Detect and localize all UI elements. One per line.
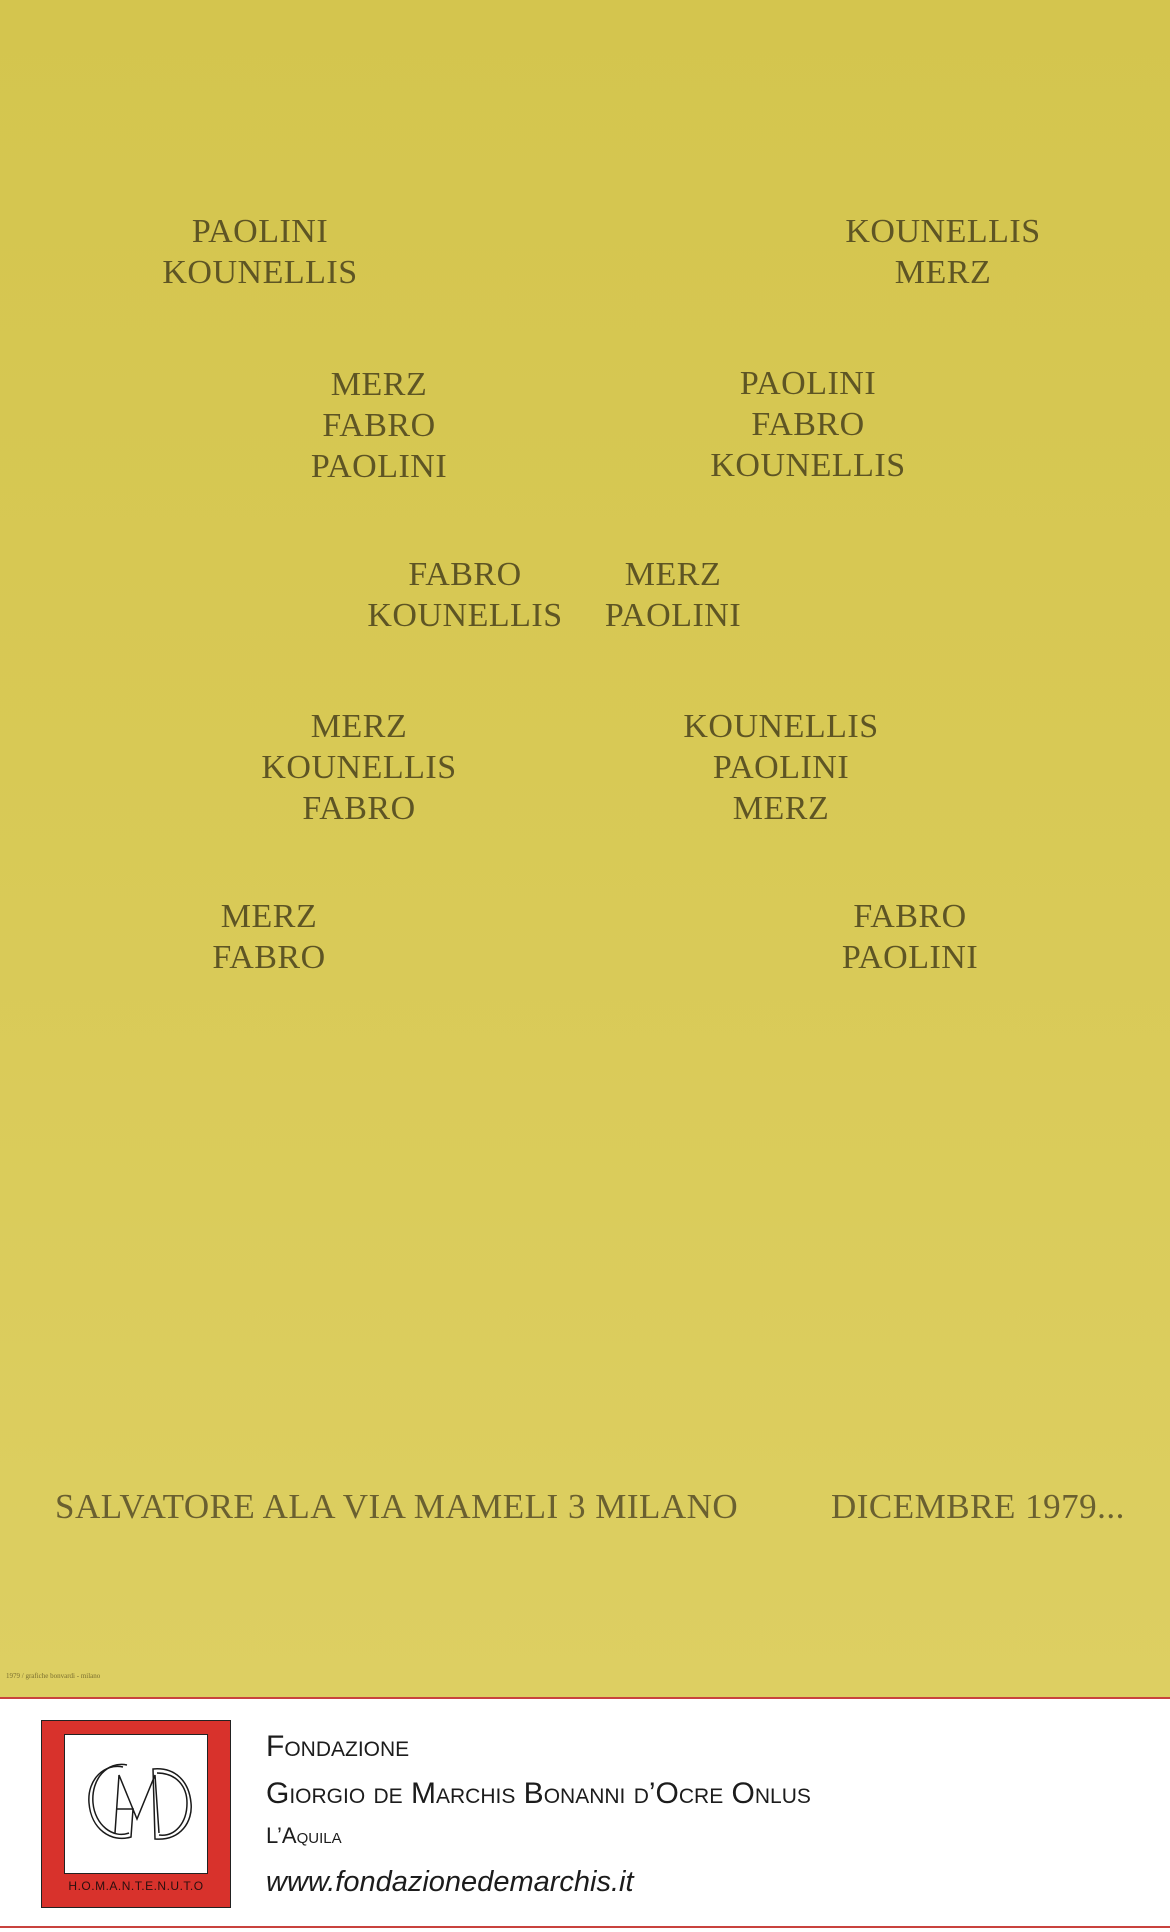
- foundation-label: Fondazione: [266, 1730, 410, 1763]
- artist-name: FABRO: [322, 407, 436, 444]
- artist-name: MERZ: [310, 708, 408, 745]
- artist-name: PAOLINI: [739, 365, 877, 402]
- foundation-name: Giorgio de Marchis Bonanni d’Ocre Onlus: [266, 1777, 811, 1810]
- name-group: [160, 211, 360, 293]
- artist-name: PAOLINI: [310, 448, 448, 485]
- artist-name: PAOLINI: [604, 597, 742, 634]
- artist-name: MERZ: [894, 254, 992, 291]
- artist-name: FABRO: [302, 790, 416, 827]
- artist-name: MERZ: [220, 898, 318, 935]
- name-group: [810, 896, 1010, 978]
- gmd-monogram-icon: [77, 1753, 197, 1857]
- artist-name: FABRO: [408, 556, 522, 593]
- name-group: [279, 364, 479, 487]
- artist-name: PAOLINI: [712, 749, 850, 786]
- artist-name: FABRO: [751, 406, 865, 443]
- venue-address: SALVATORE ALA VIA MAMELI 3 MILANO: [55, 1487, 739, 1526]
- foundation-logo: [41, 1720, 231, 1908]
- artist-name: PAOLINI: [841, 939, 979, 976]
- name-group: [708, 363, 908, 486]
- foundation-city: L’Aquila: [266, 1823, 342, 1848]
- printer-credit: 1979 / grafiche bonvardi - milano: [6, 1672, 101, 1680]
- artist-name: PAOLINI: [191, 213, 329, 250]
- foundation-website-link[interactable]: www.fondazionedemarchis.it: [266, 1866, 634, 1898]
- artist-name: FABRO: [212, 939, 326, 976]
- name-group: [169, 896, 369, 978]
- name-group: [259, 706, 459, 829]
- artist-name: KOUNELLIS: [261, 749, 457, 786]
- artist-name: MERZ: [732, 790, 830, 827]
- name-group: [843, 211, 1043, 293]
- name-group: [365, 554, 565, 636]
- name-group: [573, 554, 773, 636]
- artist-name: KOUNELLIS: [162, 254, 358, 291]
- artist-name: MERZ: [624, 556, 722, 593]
- logo-caption: H.O.M.A.N.T.E.N.U.T.O: [68, 1879, 204, 1893]
- name-group: [681, 706, 881, 829]
- artist-name: KOUNELLIS: [683, 708, 879, 745]
- artist-name: MERZ: [330, 366, 428, 403]
- artist-name: KOUNELLIS: [845, 213, 1041, 250]
- artist-name: FABRO: [853, 898, 967, 935]
- artist-name: KOUNELLIS: [367, 597, 563, 634]
- artist-name: KOUNELLIS: [710, 447, 906, 484]
- bottom-border: [0, 1926, 1170, 1928]
- divider-line: [0, 1697, 1170, 1699]
- logo-frame: [64, 1734, 208, 1874]
- exhibition-date: DICEMBRE 1979...: [831, 1487, 1125, 1526]
